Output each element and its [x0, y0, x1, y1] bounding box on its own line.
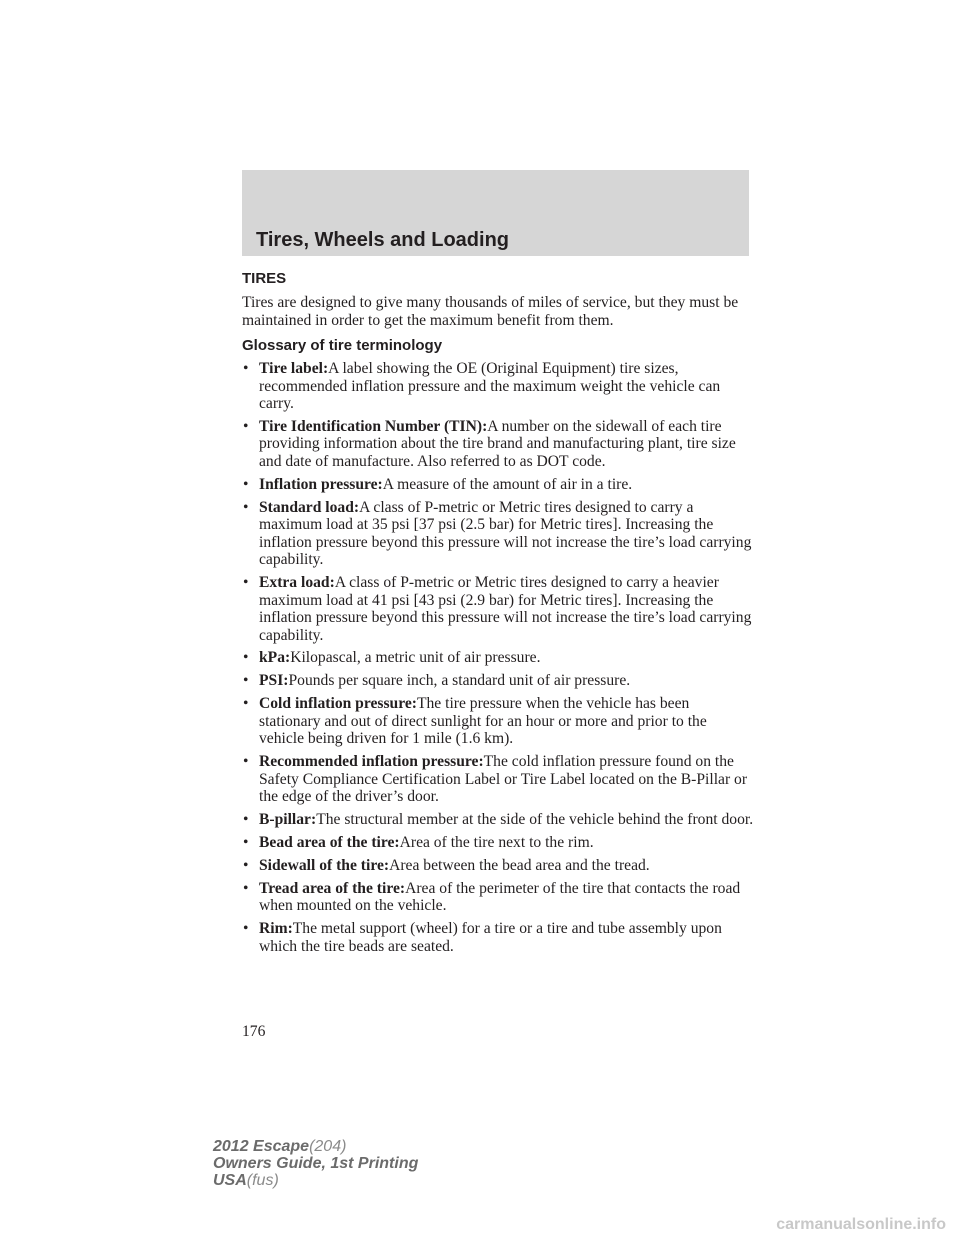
glossary-term: Standard load: — [259, 498, 360, 516]
page-number: 176 — [242, 1023, 266, 1040]
glossary-heading: Glossary of tire terminology — [242, 337, 443, 354]
footer-market-code: (fus) — [246, 1172, 279, 1189]
bullet: • — [243, 417, 249, 435]
bullet: • — [243, 649, 249, 667]
glossary-definition: A label showing the OE (Original Equipment) tire sizes, recommended inflation pressure and the maximum weight the vehicle can carry. — [259, 360, 721, 412]
bullet: • — [243, 695, 249, 713]
bullet: • — [243, 753, 249, 771]
print-footer — [213, 1138, 418, 1189]
footer-line-market — [213, 1172, 418, 1189]
glossary-term: Cold inflation pressure: — [259, 695, 417, 713]
glossary-item — [242, 574, 754, 644]
glossary-item — [242, 753, 754, 806]
glossary-definition: Area of the perimeter of the tire that contacts the road when mounted on the vehicle. — [259, 879, 741, 915]
glossary-item — [242, 695, 754, 748]
glossary-term: Bead area of the tire: — [259, 833, 400, 851]
footer-guide: Owners Guide, 1st Printing — [213, 1155, 419, 1172]
footer-market: USA — [213, 1172, 247, 1189]
glossary-list — [242, 360, 754, 955]
glossary-term: Tire Identification Number (TIN): — [259, 417, 488, 435]
glossary-item — [242, 649, 754, 667]
glossary-definition: A measure of the amount of air in a tire. — [382, 475, 633, 493]
glossary-term: B-pillar: — [259, 811, 317, 829]
glossary-item — [242, 857, 754, 875]
glossary-item — [242, 476, 754, 494]
glossary-term: kPa: — [259, 649, 291, 667]
glossary-item — [242, 834, 754, 852]
glossary-definition: Kilopascal, a metric unit of air pressure. — [290, 649, 541, 667]
bullet: • — [243, 879, 249, 897]
glossary-definition: A number on the sidewall of each tire providing information about the tire brand and manufacturing plant, tire size and date of manufacture. Also referred to as DOT code. — [259, 417, 736, 470]
glossary-term: Inflation pressure: — [259, 475, 383, 493]
glossary-item — [242, 499, 754, 569]
footer-model: 2012 Escape — [213, 1138, 310, 1155]
glossary-definition: The tire pressure when the vehicle has been stationary and out of direct sunlight for an hour or more and prior to the vehicle being driven for 1 mile (1.6 km). — [259, 695, 707, 748]
footer-model-code: (204) — [309, 1138, 347, 1155]
glossary-term: Extra load: — [259, 574, 335, 592]
page-content — [242, 270, 754, 960]
glossary-definition: The metal support (wheel) for a tire or a tire and tube assembly upon which the tire beads are seated. — [259, 920, 722, 955]
glossary-definition: A class of P-metric or Metric tires designed to carry a heavier maximum load at 41 psi [43 psi (2.9 bar) for Metric tires]. Increasing the inflation pressure beyond this pressure will not increase the tire’s load carrying capability. — [259, 574, 752, 644]
bullet: • — [243, 475, 249, 493]
bullet: • — [243, 672, 249, 690]
glossary-definition: The structural member at the side of the vehicle behind the front door. — [316, 811, 754, 829]
glossary-term: Rim: — [259, 920, 293, 938]
glossary-term: Tire label: — [259, 360, 329, 377]
glossary-item — [242, 672, 754, 690]
glossary-item — [242, 880, 754, 915]
glossary-term: Sidewall of the tire: — [259, 856, 390, 874]
glossary-term: PSI: — [259, 672, 289, 690]
bullet: • — [243, 833, 249, 851]
glossary-definition: Area between the bead area and the tread. — [389, 856, 650, 874]
bullet: • — [243, 498, 249, 516]
glossary-item — [242, 360, 754, 413]
bullet: • — [243, 574, 249, 592]
bullet: • — [243, 360, 249, 377]
section-heading: TIRES — [242, 270, 287, 287]
glossary-item — [242, 811, 754, 829]
glossary-term: Tread area of the tire: — [259, 879, 406, 897]
chapter-title: Tires, Wheels and Loading — [256, 229, 510, 251]
bullet: • — [243, 856, 249, 874]
bullet: • — [243, 920, 249, 938]
glossary-term: Recommended inflation pressure: — [259, 753, 484, 771]
site-watermark: carmanualsonline.info — [776, 1216, 946, 1233]
glossary-definition: Area of the tire next to the rim. — [399, 833, 594, 851]
bullet: • — [243, 811, 249, 829]
glossary-definition: The cold inflation pressure found on the Safety Compliance Certification Label or Tire Label located on the B-Pillar or the edge of the driver’s door. — [259, 753, 748, 806]
intro-paragraph: Tires are designed to give many thousands of miles of service, but they must be maintained in order to get the maximum benefit from them. — [242, 294, 739, 329]
footer-line-model — [213, 1138, 418, 1155]
glossary-item — [242, 418, 754, 471]
glossary-item — [242, 920, 754, 955]
glossary-definition: A class of P-metric or Metric tires designed to carry a maximum load at 35 psi [37 psi (2.5 bar) for Metric tires]. Increasing the inflation pressure beyond this pressure will not increase the tire’s load carrying capability. — [259, 498, 752, 569]
glossary-definition: Pounds per square inch, a standard unit of air pressure. — [288, 672, 631, 690]
footer-line-guide — [213, 1155, 418, 1172]
